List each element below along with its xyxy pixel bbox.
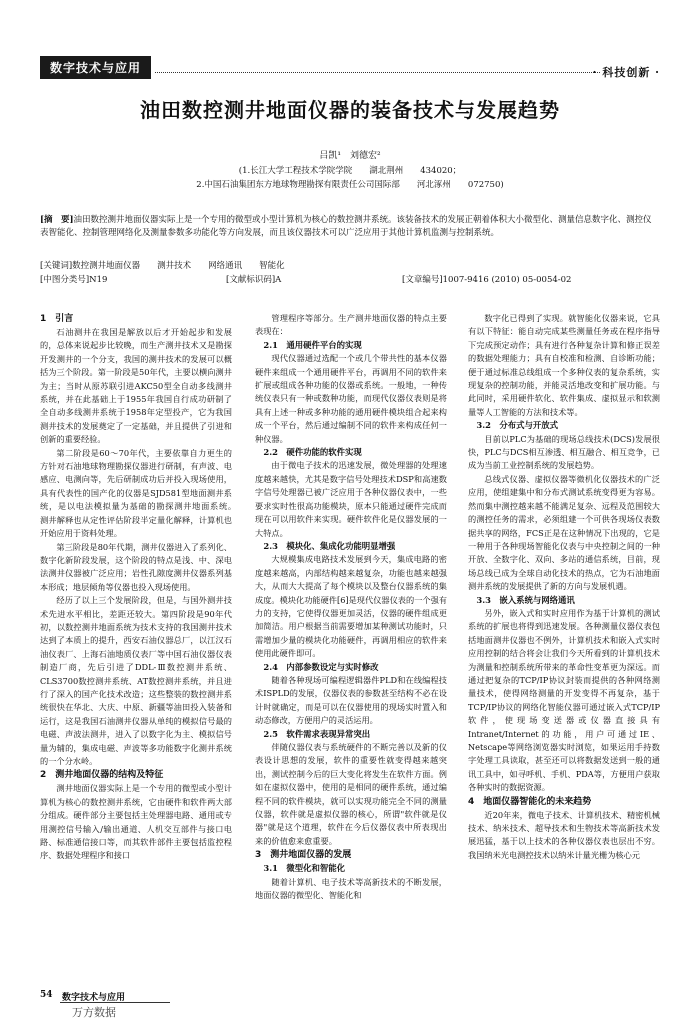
section-heading: 2.4 内部参数设定与实时修改	[263, 661, 379, 672]
article-number: [文章编号]1007-9416 (2010) 05-0054-02	[402, 275, 572, 285]
keywords-label: [关键词]	[40, 261, 73, 271]
section-heading: 3.1 微型化和智能化	[263, 863, 345, 874]
section-heading: 2.2 硬件功能的软件实现	[263, 447, 362, 458]
document-code: [文献标识码]A	[226, 275, 282, 285]
section-heading: 3.3 嵌入系统与网络通讯	[476, 594, 575, 605]
section-brand: · 科技创新 ·	[592, 66, 660, 79]
page-number: 54	[40, 990, 53, 1000]
abstract	[40, 214, 660, 240]
abstract-label: [摘 要]	[40, 215, 74, 225]
paragraph: 管理程序等部分。生产测井地面仪器的特点主要表现在：	[255, 313, 447, 337]
section-heading: 2 测井地面仪器的结构及特征	[40, 770, 164, 781]
paragraph: 随着各种现场可编程逻辑器件PLD和在线编程技术ISPLD的发展，仪器仪表的参数甚至结构不必在设计时就确定，而是可以在仪器使用的现场实时置入和动态修改，方便用户的灵活运用。	[255, 674, 447, 726]
footer-divider	[60, 1002, 170, 1003]
body-column-2	[255, 312, 447, 972]
section-heading: 2.1 通用硬件平台的实现	[263, 339, 362, 350]
section-tag: 数字技术与应用	[40, 56, 151, 79]
paragraph: 现代仪器通过选配一个或几个带共性的基本仪器硬件来组成一个通用硬件平台，再调用不同的软件来扩展或组成各种功能的仪器或系统。一般地，一种传统仪表只有一种或数种功能，而现代仪器仪表则是将具有上述一种或多种功能的通用硬件模块组合起来构成一个平台，然后通过编制不同的软件来构成任何一种仪器。	[255, 353, 447, 444]
body-column-3	[468, 312, 660, 972]
section-heading: 3.2 分布式与开放式	[476, 420, 558, 431]
authors: 吕凯¹ 刘德宏²	[319, 151, 381, 161]
section-heading: 4 地面仪器智能化的未来趋势	[468, 796, 592, 807]
paragraph: 数字化已得到了实现。就智能化仪器来说，它具有以下特征：能自动完成某些测量任务或在程序指导下完成预定动作；具有进行各种复杂计算和修正误差的数据处理能力；具有自校准和检测、自诊断功能；便于通过标准总线组成一个多种仪表的复杂系统，实现复杂的控制功能，并能灵活地改变和扩展功能。与此同时，采用硬件软化、软件集成、虚拟显示和软测量等人工智能的方法和技术等。	[468, 313, 660, 417]
paragraph: 总线式仪器、虚拟仪器等微机化仪器技术的广泛应用，使组建集中和分布式测试系统变得更为容易。然而集中测控越来越不能满足复杂、远程及范围较大的测控任务的需求，必须组建一个可供各现场仪表数据共享的网络，FCS正是在这种情况下出现的，它是一种用于各种现场智能化仪表与中央控制之间的一种开放、全数字化、双向、多站的通信系统，目前，现场总线已成为全球自动化技术的热点，它为石油地面测井系统的发展提供了新的方向与发展机遇。	[468, 473, 660, 592]
article-title: 油田数控测井地面仪器的装备技术与发展趋势	[140, 98, 560, 122]
section-heading: 1 引言	[40, 314, 74, 324]
paragraph: 第二阶段是60～70年代，主要依靠自力更生的方针对石油地球物理勘探仪器进行研制，有声波、电感应、电测向等，先后研制成功后并投入现场使用，具有代表性的国产化的仪器是SJD581型地面测井系统，是以电法模拟量为基础的勘探测井地面系统。 测井解释也从定性评估阶段半定量化解释，计算机也开始应用于资料处理。	[40, 447, 241, 539]
abstract-text: 油田数控测井地面仪器实际上是一个专用的微型或小型计算机为核心的数控测井系统。该装备技术的发展正朝着体积大小微型化、测量信息数字化、测控仪表智能化、控制管理网络化及测量参数多功能化等方向发展，而且该仪器技术可以广泛应用于其他计算机监测与控制系统。	[40, 215, 652, 238]
affiliation-1: (1.长江大学工程技术学院学院 湖北荆州 434020；	[238, 166, 462, 176]
paragraph: 经历了以上三个发展阶段，但是，与国外测井技术先进水平相比，差距还较大。第四阶段是90年代初，以数控测井地面系统为技术支持的我国测井技术达到了本质上的提升，西安石油仪器总厂，以江汉石油仪表厂、上海石油地质仪表厂等中国石油仪器仪表制造厂商，先后引进了DDL-Ⅲ数控测井系统、CLS3700数控测井系统、AT数控测井系统，并且进行了深入的国产化技术改造；这些整装的数控测井系统很快在华北、大庆、中原、新疆等油田投入装备和运行，这是我国石油测井仪器从单纯的模拟信号最的电磁、声波法测井，进入了以数字化为主、模拟信号量为辅的，集成电磁、声波等多功能数字化测井系统的一个分水岭。	[40, 595, 232, 766]
paragraph: 目前以PLC为基础的现场总线技术(DCS)发展很快，PLC与DCS相互渗透、相互融合、相互竞争，已成为当前工业控制系统的发展趋势。	[468, 433, 660, 471]
paragraph: 伴随仪器仪表与系统硬件的不断完善以及新的仪表设计思想的发展，软件的重要性就变得越来越突出，测试控制今后的巨大变化将发生在软件方面。例如在虚拟仪器中，使用的是相同的硬件系统，通过编程不同的软件模块，就可以实现功能完全不同的测量仪器，软件就是虚拟仪器的核心，所谓"软件就是仪器"就是这个道理，软件在今后仪器仪表中所表现出来的价值愈来愈重要。	[255, 742, 447, 846]
keywords-text: 数控测井地面仪器 测井技术 网络通讯 智能化	[72, 261, 285, 271]
header-divider	[155, 72, 600, 73]
body-column-1	[40, 312, 241, 972]
paragraph: 随着计算机、电子技术等高新技术的不断发展，地面仪器的微型化、智能化和	[255, 876, 447, 901]
paragraph: 大规模集成电路技术发展到今天，集成电路的密度越来越高，内部结构越来越复杂，功能也越来越强大，从而大大提高了每个模块以及整台仪器系统的集成度。模块化功能硬件[6]是现代仪器仪表的一个强有力的支持，它使得仪器更加灵活，仪器的硬件组成更加简洁。用户根据当前需要增加某种测试功能时，只需增加少量的模块化功能硬件，再调用相应的软件来使用此硬件即可。	[255, 554, 447, 659]
paragraph: 第三阶段是80年代期，测井仪器进入了系列化、数字化新阶段发展，这个阶段的特点是浅、中、深电法测井仪器被广泛应用；岩性孔隙度测井仪器系列基本形成；地层倾角等仪器也投入现场使用。	[40, 541, 232, 592]
keywords	[40, 259, 285, 271]
paragraph: 近20年来，微电子技术、计算机技术、精密机械技术、纳米技术、超导技术和生物技术等高新技术发展迅猛，基于以上技术的各种仪器仪表也层出不穷。我国纳米光电测控技术以纳米计量光栅为核心元	[468, 809, 660, 860]
watermark: 万方数据	[72, 1006, 116, 1019]
affiliation-2: 2.中国石油集团东方地球物理勘探有限责任公司国际部 河北涿州 072750)	[196, 180, 504, 190]
section-heading: 2.5 软件需求表现异常突出	[263, 728, 371, 739]
paragraph: 由于微电子技术的迅速发展，微处理器的处理速度越来越快，尤其是数字信号处理技术DSP和高速数字信号处理器已被广泛应用于各种仪器仪表中，一些要求实时性很高功能模块，原本只能通过硬件完成而现在可以用软件来实现。硬件软件化是仪器发展的一大特点。	[255, 460, 447, 538]
journal-name: 数字技术与应用	[62, 993, 126, 1003]
section-heading: 3 测井地面仪器的发展	[255, 850, 352, 861]
clc-number: [中图分类号]N19	[40, 275, 108, 285]
section-heading: 2.3 模块化、集成化功能明显增强	[263, 540, 396, 551]
paragraph: 测井地面仪器实际上是一个专用的微型或小型计算机为核心的数控测井系统，它由硬件和软件两大部分组成。硬件部分主要包括主处理器电路、通用或专用测控信号输入/输出通道、人机交互部件与接口电路、标准通信接口等，而其软件部件主要包括监控程序、数据处理程序和接口	[40, 783, 232, 861]
paragraph: 另外，嵌入式和实时应用作为基于计算机的测试系统的扩展也将得到迅速发展。各种测量仪器仪表包括地面测井仪器也不例外，计算机技术和嵌入式实时应用控制的结合将会让我们今天所看到的计算机技术为测量和控制系统所带来的革命性变革更为深远。而通过把复杂的TCP/IP协议封装而提供的各种网络测量技术，使得网络测量的开发变得不再复杂，基于TCP/IP协议的网络化智能仪器可通过嵌入式TCP/IP软件，使现场变送器或仪器直接具有Intranet/Internet的功能，用户可通过IE、Netscape等网络浏览器实时浏览，如果运用手持数字处理工具读取，甚至还可以将数据发送到一般的通讯工具中，如寻呼机、手机、PDA等，方便用户获取各种实时的数据资源。	[468, 607, 660, 793]
paragraph: 石油测井在我国是解放以后才开始起步和发展的，总体来说起步比较晚，而生产测井技术又是勘探开发测井的一个分支，我国的测井技术的发展可以概括为三个阶段。第一阶段是50年代，主要以横向测井为主；当时从原苏联引进AKC50型全自动多线测井系统，并在此基础上于1955年我国自行成功研制了全自动多线测井系统于1958年定型投产，它为我国测井技术的发展奠定了一定基础，并且提供了引进和创新的重要经验。	[40, 327, 232, 445]
